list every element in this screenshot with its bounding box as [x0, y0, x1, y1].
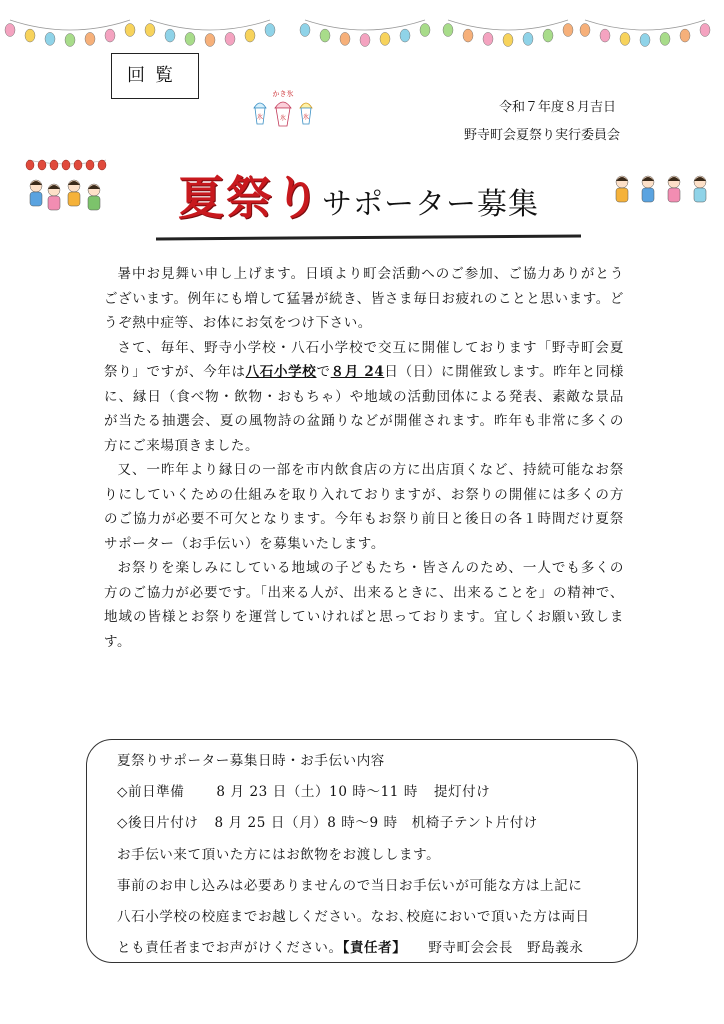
circulation-stamp: 回覧	[111, 53, 199, 99]
title-supporter-recruit: サポーター募集	[322, 187, 539, 222]
festival-children-illustration-right	[610, 166, 714, 218]
recruitment-details-box	[86, 739, 638, 963]
paper-lantern	[45, 32, 55, 45]
paper-lantern	[205, 34, 215, 47]
paper-lantern	[640, 34, 650, 47]
small-lantern	[62, 160, 70, 170]
paper-lantern	[165, 29, 175, 42]
paper-lantern	[145, 24, 155, 37]
paper-lantern	[125, 24, 135, 37]
title-summer-festival: 夏祭り	[178, 171, 322, 225]
paragraph-closing: お祭りを楽しみにしている地域の子どもたち・皆さんのため、一人でも多くの方のご協力が必要です。「出来る人が、出来るときに、出来ることを」の精神で、地域の皆様とお祭りを運営していければと思っております。宜しくお願い致します。	[104, 560, 624, 650]
paper-lantern	[360, 34, 370, 47]
paragraph-greeting: 暑中お見舞い申し上げます。日頃より町会活動へのご参加、ご協力ありがとうございます。例年にも増して猛暑が続き、皆さま毎日お疲れのことと思います。どうぞ熱中症等、お体にお気をつけ下さい。	[104, 266, 624, 331]
paper-lantern	[265, 24, 275, 37]
kakigori-flag-3: 氷	[302, 114, 310, 121]
paper-lantern	[463, 29, 473, 42]
no-signup-note: 事前のお申し込みは必要ありませんので当日お手伝いが可能な方は上記に	[117, 877, 583, 894]
paper-lantern	[503, 34, 513, 47]
paper-lantern	[543, 29, 553, 42]
child-body	[642, 188, 654, 202]
paper-lantern	[225, 32, 235, 45]
child-body	[616, 188, 628, 202]
schedule-row-cleanup: ◇後日片付け 8 月 25 日（月）8 時～9 時 机椅子テント片付け	[117, 815, 538, 832]
page-title	[178, 162, 539, 225]
kakigori-flag-1: 氷	[256, 114, 264, 121]
paper-lantern	[65, 34, 75, 47]
paper-lantern	[620, 32, 630, 45]
child-body	[694, 188, 706, 202]
letter-body	[104, 262, 624, 654]
paper-lantern	[700, 24, 710, 37]
paper-lantern	[660, 32, 670, 45]
garland-string	[150, 20, 270, 30]
details-heading: 夏祭りサポーター募集日時・お手伝い内容	[117, 753, 385, 769]
responsible-label: 【責任者】	[342, 940, 407, 957]
small-lantern	[38, 160, 46, 170]
paper-lantern	[245, 29, 255, 42]
shaved-ice-illustration	[244, 88, 322, 140]
paper-lantern	[400, 29, 410, 42]
child-body	[68, 192, 80, 206]
paper-lantern	[443, 24, 453, 37]
garland-string	[585, 20, 705, 30]
paper-lantern	[320, 29, 330, 42]
drinks-note: お手伝い来て頂いた方にはお飲物をお渡しします。	[117, 846, 441, 863]
paragraph-event-info: さて、毎年、野寺小学校・八石小学校で交互に開催しております「野寺町会夏祭り」ですが、今年は八石小学校で８月 24日（日）に開催致します。昨年と同様に、縁日（食べ物・飲物・おもちゃ）や地域の活動団体による発表、素敵な景品が当たる抽選会、夏の風物詩の盆踊りなどが開催されます。昨年も非常に多くの方にご来場頂きました。	[104, 339, 625, 454]
paper-lantern	[5, 24, 15, 37]
paragraph-recruit: 又、一昨年より縁日の一部を市内飲食店の方に出店頂くなど、持続可能なお祭りにしていくための仕組みを取り入れておりますが、お祭りの開催には多くの方のご協力が必要不可欠となります。今年もお祭り前日と後日の各１時間だけ夏祭サポーター（お手伝い）を募集いたします。	[104, 462, 624, 552]
small-lantern	[86, 160, 94, 170]
garland-string	[10, 20, 130, 30]
paper-lantern	[185, 32, 195, 45]
venue-note: 八石小学校の校庭までお越しください。なお､校庭においで頂いた方は両日	[117, 909, 590, 926]
paper-lantern	[680, 29, 690, 42]
paper-lantern	[105, 29, 115, 42]
paper-lantern	[600, 29, 610, 42]
paper-lantern	[563, 24, 573, 37]
schedule-row-prep: ◇前日準備 8 月 23 日（土）10 時～11 時 提灯付け	[117, 784, 491, 801]
kakigori-sign: かき氷	[272, 90, 294, 98]
contact-line: とも責任者までお声がけください。【責任者】 野寺町会会長 野島義永	[117, 940, 584, 957]
child-body	[88, 196, 100, 210]
lantern-garland-decoration	[0, 6, 724, 56]
paper-lantern	[523, 32, 533, 45]
small-lantern	[98, 160, 106, 170]
issue-date: 令和７年度８月吉日	[498, 100, 616, 115]
paper-lantern	[580, 24, 590, 37]
garland-string	[448, 20, 568, 30]
event-date: ８月 24	[330, 364, 385, 380]
responsible-person: 野寺町会会長 野島義永	[428, 940, 584, 957]
paper-lantern	[380, 32, 390, 45]
paper-lantern	[340, 32, 350, 45]
child-body	[48, 196, 60, 210]
small-lantern	[26, 160, 34, 170]
paper-lantern	[300, 24, 310, 37]
garland-string	[305, 20, 425, 30]
small-lantern	[50, 160, 58, 170]
paper-lantern	[483, 32, 493, 45]
title-underline	[156, 235, 581, 241]
paper-lantern	[85, 32, 95, 45]
venue-school: 八石小学校	[245, 364, 317, 380]
small-lantern	[74, 160, 82, 170]
paper-lantern	[25, 29, 35, 42]
child-body	[30, 192, 42, 206]
festival-children-illustration-left	[24, 152, 110, 218]
organizer-name: 野寺町会夏祭り実行委員会	[463, 128, 620, 143]
kakigori-flag-2: 氷	[279, 115, 287, 122]
child-body	[668, 188, 680, 202]
paper-lantern	[420, 24, 430, 37]
